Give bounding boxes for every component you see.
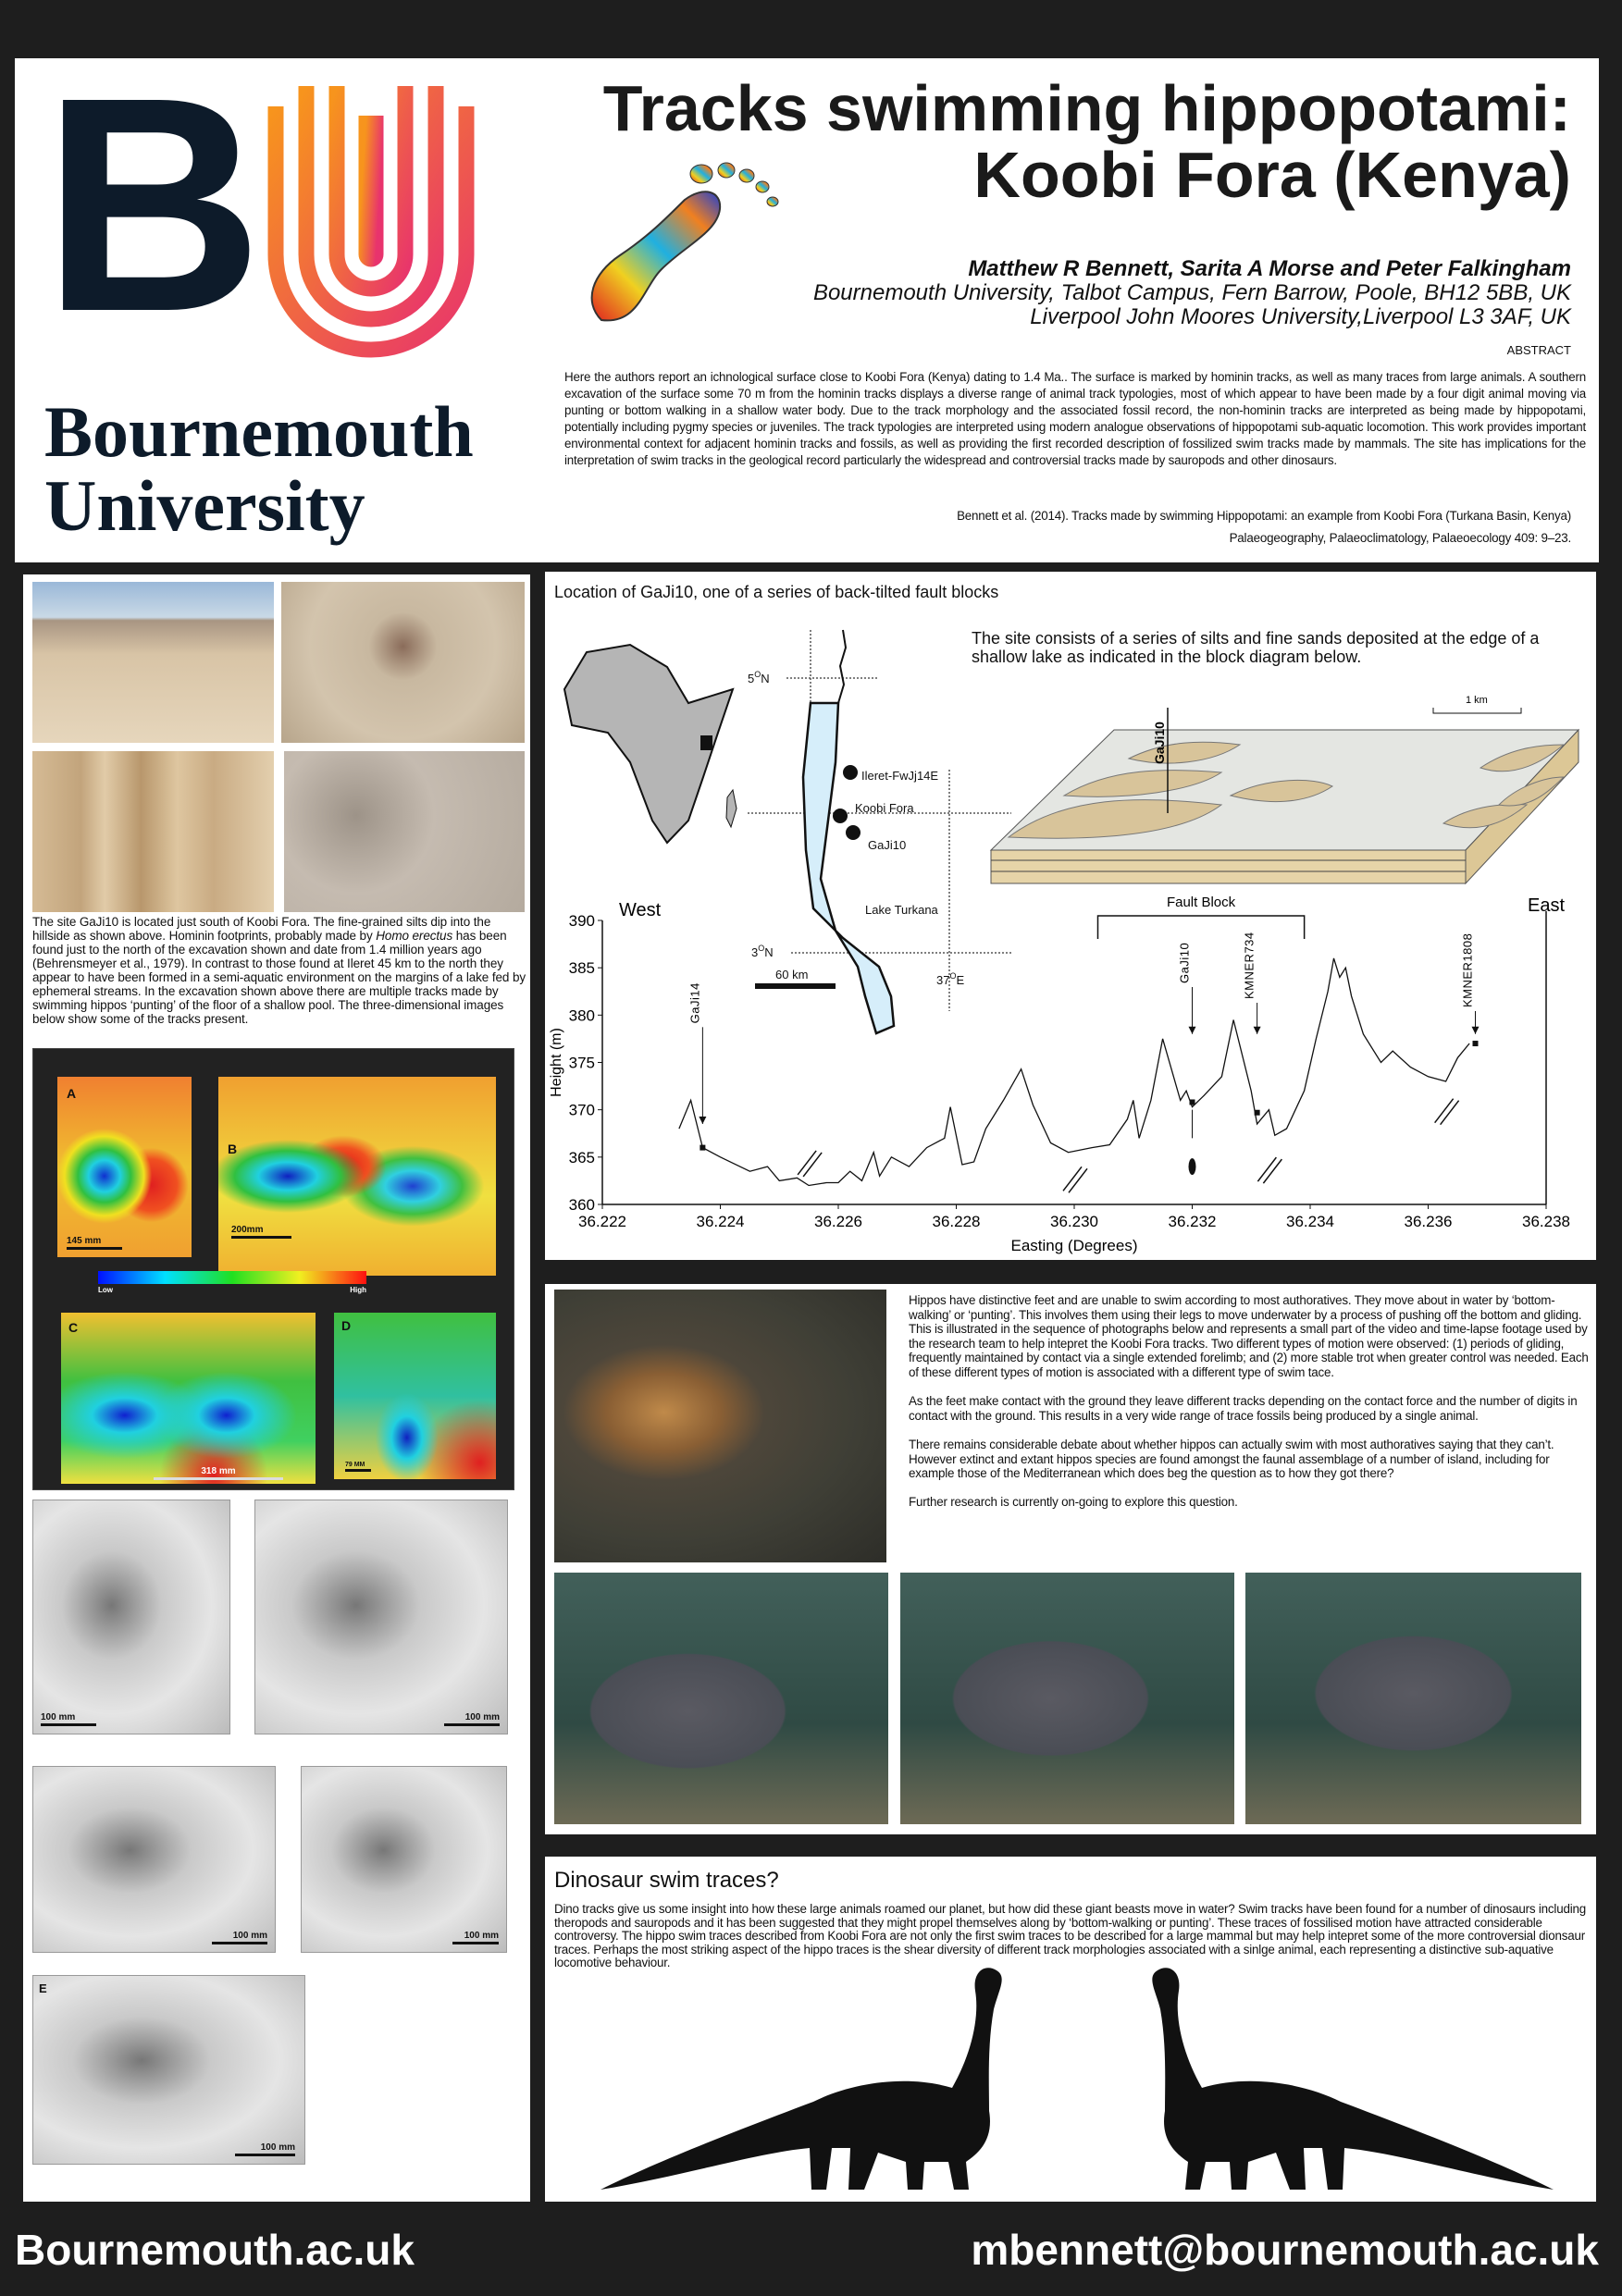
arrow-head — [1189, 1027, 1196, 1034]
logo-word-1: Bournemouth — [44, 391, 474, 472]
grey-scan-1: 100 mm — [32, 1500, 230, 1734]
scale-d: 79 MM — [345, 1462, 371, 1472]
hippo-panel — [545, 1284, 1596, 1834]
sauropod-left-icon — [601, 1968, 1002, 2190]
y-tick-label: 390 — [568, 912, 595, 930]
map-caption: Location of GaJi10, one of a series of back-tilted fault blocks — [554, 583, 999, 601]
citation-line-2: Palaeogeography, Palaeoclimatology, Palaeoecology 409: 9–23. — [1229, 531, 1571, 545]
elevation-legend: Low High — [98, 1286, 366, 1294]
authors-block — [813, 257, 1571, 329]
site-panel — [23, 574, 530, 2202]
title-line-2: Koobi Fora (Kenya) — [973, 139, 1571, 211]
west-label: West — [619, 900, 662, 920]
arrow-head — [1254, 1027, 1261, 1034]
fault-block-bracket — [1098, 916, 1305, 939]
scan-b-label: B — [228, 1142, 238, 1156]
site-label: GaJi10 — [1177, 942, 1192, 983]
grey-scan-3: 100 mm — [32, 1766, 276, 1953]
map-scale-label: 60 km — [775, 968, 809, 981]
header-panel — [15, 58, 1599, 562]
lon-37-label: $37^OE$ — [936, 971, 965, 987]
affiliation-1: Bournemouth University, Talbot Campus, Fern Barrow, Poole, BH12 5BB, UK — [812, 280, 1571, 305]
scale-a: 145 mm — [67, 1236, 122, 1250]
map-grid — [748, 630, 1011, 1011]
logo-word-2: University — [44, 465, 365, 546]
email-link[interactable]: mbennett@bournemouth.ac.uk — [971, 2226, 1599, 2274]
sauropod-right-icon — [1152, 1968, 1554, 2190]
scan-a — [57, 1077, 192, 1257]
dino-title: Dinosaur swim traces? — [554, 1868, 779, 1893]
scan-d-label: D — [341, 1318, 352, 1333]
gaji10-label: GaJi10 — [868, 838, 907, 852]
study-area-marker — [700, 735, 712, 750]
site-marker — [700, 1145, 705, 1151]
abstract-text: Here the authors report an ichnological surface close to Koobi Fora (Kenya) dating to 1.4 Ma.. The surface is marked by hominin tracks, as well as many traces from large animals. A southern excavation of the surface some 70 m from the hominin tracks displays a diverse range of animal track typologies, most of which appear to have been made by a four digit animal moving via punting or bottom walking in a shallow water body. Due to the track morphology and the associated fossil record, the non-hominin tracks are interpreted as being made by hippopotami, potentially including pygmy species or juveniles. The track typologies are interpreted using modern analogue observations of hippopotami sub-aquatic locomotion. This work provides important environmental context for adjacent hominin tracks and fossils, as well as providing the first recorded description of fossilized swim tracks made by mammals. The site has implications for the interpretation of swim tracks in the geological record particularly the widespread and controversial tracks made by sauropods and other dinosaurs. — [564, 370, 1586, 467]
fieldwork-photo — [281, 582, 525, 743]
hippo-text — [909, 1293, 1593, 1524]
poster-title — [602, 72, 1571, 211]
location-figure — [545, 572, 1596, 1260]
y-tick-label: 370 — [568, 1101, 595, 1119]
scan-b — [218, 1077, 496, 1276]
hippo-paragraph: There remains considerable debate about whether hippos can actually swim with most authoratives saying that they can’t. However extinct and extant hippos species are found amongst the faunal assemblage of a number of island, including for example those of the Mediterranean which does beg the question as to how they got there? — [909, 1437, 1554, 1481]
site-marker — [1473, 1041, 1479, 1046]
scan-a-label: A — [67, 1086, 77, 1101]
ileret-dot — [843, 765, 858, 780]
affiliation-2: Liverpool John Moores University,Liverpool L3 3AF, UK — [1030, 304, 1571, 329]
sauropod-silhouettes — [601, 1963, 1554, 2194]
scale-c: 318 mm — [154, 1466, 283, 1480]
y-axis-label: Height (m) — [549, 1028, 564, 1097]
x-tick-label: 36.226 — [814, 1213, 862, 1230]
x-tick-label: 36.230 — [1050, 1213, 1098, 1230]
dinosaur-panel — [545, 1857, 1596, 2202]
logo-letter-u — [276, 86, 466, 350]
x-tick-label: 36.238 — [1522, 1213, 1570, 1230]
block-scale-label: 1 km — [1466, 695, 1488, 706]
elevation-line — [679, 958, 1469, 1186]
ileret-label: Ileret-FwJj14E — [861, 769, 939, 783]
hippo-swim-photo-2 — [900, 1573, 1234, 1824]
abstract-label: ABSTRACT — [1506, 343, 1571, 357]
grey-scan-2: 100 mm — [254, 1500, 508, 1734]
x-tick-label: 36.232 — [1168, 1213, 1217, 1230]
x-tick-label: 36.236 — [1404, 1213, 1453, 1230]
block-diagram — [991, 695, 1579, 883]
y-tick-label: 365 — [568, 1148, 595, 1167]
scan-c — [61, 1313, 316, 1484]
logo-letter-b: B — [43, 79, 264, 375]
x-tick-label: 36.224 — [696, 1213, 745, 1230]
3d-scan-figure — [32, 1048, 514, 1490]
lat-5-label: $5^ON$ — [748, 670, 770, 685]
lat-3-label: $3^ON$ — [751, 944, 774, 959]
lake-label: Lake Turkana — [865, 903, 938, 917]
arrow-head — [699, 1117, 706, 1124]
site-label: KMNER1808 — [1460, 932, 1475, 1007]
bu-logo — [43, 79, 505, 560]
gaji10-dot — [846, 825, 861, 840]
block-gaji10-label: GaJi10 — [1152, 722, 1167, 764]
citation-line-1: Bennett et al. (2014). Tracks made by swimming Hippopotami: an example from Koobi Fora (Turkana Basin, Kenya) — [957, 509, 1571, 523]
track-closeup-photo — [32, 751, 274, 912]
authors: Matthew R Bennett, Sarita A Morse and Peter Falkingham — [968, 256, 1571, 281]
elevation-color-scale — [98, 1271, 366, 1284]
hippo-swim-photo-3 — [1245, 1573, 1581, 1824]
y-tick-label: 360 — [568, 1196, 595, 1214]
footprint-icon — [1189, 1158, 1196, 1175]
hippo-paragraph: Hippos have distinctive feet and are unable to swim according to most authoratives. They move about in water by ‘bottom-walking’ or ‘punting’. This involves them using their legs to move underwater by a process of pushing off the bottom and gliding. This is illustrated in the sequence of photographs below and represents a small part of the video and time-lapse footage used by the research team to help intepret the Koobi Fora tracks. Two different types of motion were observed: (1) periods of gliding, frequently maintained by contact via a single extended forelimb; and (2) more stable trot when greater control was needed. Each of these different types of motion is associated with a different type of swim tace. — [909, 1293, 1589, 1379]
east-label: East — [1528, 895, 1566, 916]
x-tick-label: 36.228 — [932, 1213, 981, 1230]
site-text: The site consists of a series of silts and fine sands deposited at the edge of a shallow lake as indicated in the block diagram below. — [972, 629, 1540, 666]
y-tick-label: 375 — [568, 1054, 595, 1072]
website-link[interactable]: Bournemouth.ac.uk — [15, 2226, 415, 2274]
elevation-chart — [549, 895, 1570, 1254]
y-tick-label: 380 — [568, 1006, 595, 1025]
scan-c-label: C — [68, 1320, 79, 1335]
hippo-closeup-photo — [554, 1290, 886, 1562]
scan-e-label: E — [39, 1981, 47, 1995]
fault-block-label: Fault Block — [1166, 895, 1236, 910]
x-tick-label: 36.222 — [578, 1213, 626, 1230]
site-marker — [1255, 1110, 1260, 1116]
hippo-paragraph: Further research is currently on-going to explore this question. — [909, 1495, 1238, 1510]
hippo-paragraph: As the feet make contact with the ground they leave different tracks depending on the contact force and the number of digits in contact with the ground. This results in a very wide range of trace fossils being produced by a single animal. — [909, 1394, 1578, 1423]
site-label: KMNER734 — [1242, 932, 1257, 999]
koobi-fora-label: Koobi Fora — [855, 801, 914, 815]
arrow-head — [1472, 1027, 1480, 1034]
omo-river — [838, 630, 846, 703]
grey-scan-4: 100 mm — [301, 1766, 507, 1953]
scan-d — [334, 1313, 496, 1479]
location-panel — [545, 572, 1596, 1260]
dino-text: Dino tracks give us some insight into how these large animals roamed our planet, but how did these giant beasts move in water? Swim tracks have been found for a number of dinosaurs including theropods and sauropods and it has been suggested that they might propel themselves along by ‘bottom-walking or punting’. These traces of fossilised motion have attracted considerable controversy. The hippo swim traces described from Koobi Fora are not only the first swim traces to be described for a large mammal but may help intepret some of the more controversial dionsaur traces. Perhaps the most striking aspect of the hippo traces is the shear diversity of different track morphologies associated with a sinlge animal, each representing a distinctive sub-aquative locomotive behaviour. — [554, 1902, 1586, 1970]
site-marker — [1190, 1099, 1195, 1105]
y-tick-label: 385 — [568, 959, 595, 978]
excavation-photo — [32, 582, 274, 743]
hippo-swim-photo-1 — [554, 1573, 888, 1824]
title-line-1: Tracks swimming hippopotami: — [602, 72, 1571, 144]
site-description: The site GaJi10 is located just south of Koobi Fora. The fine-grained silts dip into the hillside as shown above. Hominin footprints, probably made by Homo erectus has been found just to the north of the excavation shown and date from 1.4 million years ago (Behrensmeyer et al., 1979). In contrast to those found at Ileret 45 km to the north they appear to have been formed in a semi-aquatic environment on the margins of a lake fed by ephemeral streams. In the excavation shown above there are multiple tracks made by swimming hippos ‘punting’ of the floor of a shallow pool. The three-dimensional images below show some of the tracks present. — [32, 915, 526, 1026]
koobi-fora-dot — [833, 809, 848, 823]
map-scale-bar — [755, 983, 836, 989]
x-axis-label: Easting (Degrees) — [1010, 1237, 1138, 1254]
madagascar-shape — [726, 790, 737, 827]
grey-scan-e: E 100 mm — [32, 1975, 305, 2165]
scale-b: 200mm — [231, 1225, 291, 1239]
site-label: GaJi14 — [687, 982, 702, 1024]
x-tick-label: 36.234 — [1286, 1213, 1334, 1230]
track-surface-photo — [284, 751, 525, 912]
